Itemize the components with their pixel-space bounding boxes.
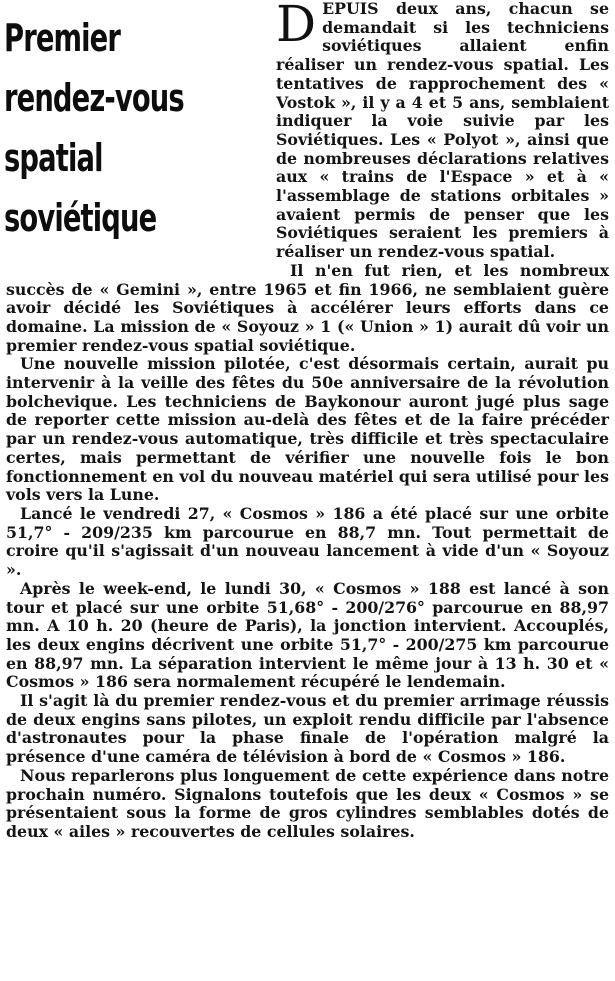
headline-line-4: soviétique — [4, 196, 157, 240]
article-paragraph-2: Il n'en fut rien, et les nombreux succès de « Gemini », entre 1965 et fin 1966, ne semblaient guère avoir décidé les Soviétiques à accélérer leurs efforts dans ce domaine. La mission de « Soyouz » 1 (« Union » 1) aurait dû voir un premier rendez-vous spatial soviétique. — [6, 260, 609, 355]
headline-line-1: Premier — [4, 16, 120, 60]
paragraph-1-text: deux ans, chacun se demandait si les techniciens soviétiques allaient enfin réaliser un rendez-vous spatial. Les tentatives de rapprochement des « Vostok », il y a 4 et 5 ans, semblaient indiquer la voie suivie par les Soviétiques. Les « Polyot », ainsi que de nombreuses déclarations relatives aux « trains de l'Espace » et à « l'assemblage de stations orbitales » avaient permis de penser que les Soviétiques seraient les premiers à réaliser un rendez-vous spatial. — [276, 0, 609, 262]
drop-cap: D — [276, 0, 317, 53]
article-headline — [4, 8, 270, 248]
article-paragraph-4: Lancé le vendredi 27, « Cosmos » 186 a été placé sur une orbite 51,7° - 209/235 km parcourue en 88,7 mn. Tout permettait de croire qu'il s'agissait d'un nouveau lancement à vide d'un « Soyouz ». — [6, 503, 609, 580]
headline-line-3: spatial — [4, 136, 103, 180]
article-paragraph-3: Une nouvelle mission pilotée, c'est désormais certain, aurait pu intervenir à la veille des fêtes du 50e anniversaire de la révolution bolchevique. Les techniciens de Baykonour auront jugé plus sage de reporter cette mission au-delà des fêtes et de la faire précéder par un rendez-vous automatique, très difficile et très spectaculaire certes, mais permettant de vérifier une nouvelle fois le bon fonctionnement en vol du nouveau matériel qui sera utilisé pour les vols vers la Lune. — [6, 354, 609, 505]
article-paragraph-6: Il s'agit là du premier rendez-vous et du premier arrimage réussis de deux engins sans pilotes, un exploit rendu difficile par l'absence d'astronautes pour la phase finale de l'opération malgré la présence d'une caméra de télévision à bord de « Cosmos » 186. — [6, 691, 609, 767]
article-paragraph-7: Nous reparlerons plus longuement de cette expérience dans notre prochain numéro. Signalons toutefois que les deux « Cosmos » se présentaient sous la forme de gros cylindres semblables dotés de deux « ailes » recouvertes de cellules solaires. — [6, 765, 609, 841]
headline-line-2: rendez-vous — [4, 76, 184, 120]
lead-words: EPUIS — [322, 0, 379, 18]
article-paragraph-5: Après le week-end, le lundi 30, « Cosmos » 188 est lancé à son tour et placé sur une orbite 51,68° - 200/276° parcourue en 88,97 mn. A 10 h. 20 (heure de Paris), la jonction intervient. Accouplés, les deux engins décrivent une orbite 51,7° - 200/275 km parcourue en 88,97 mn. La séparation intervient le même jour à 13 h. 30 et « Cosmos » 186 sera normalement récupéré le lendemain. — [6, 578, 609, 692]
